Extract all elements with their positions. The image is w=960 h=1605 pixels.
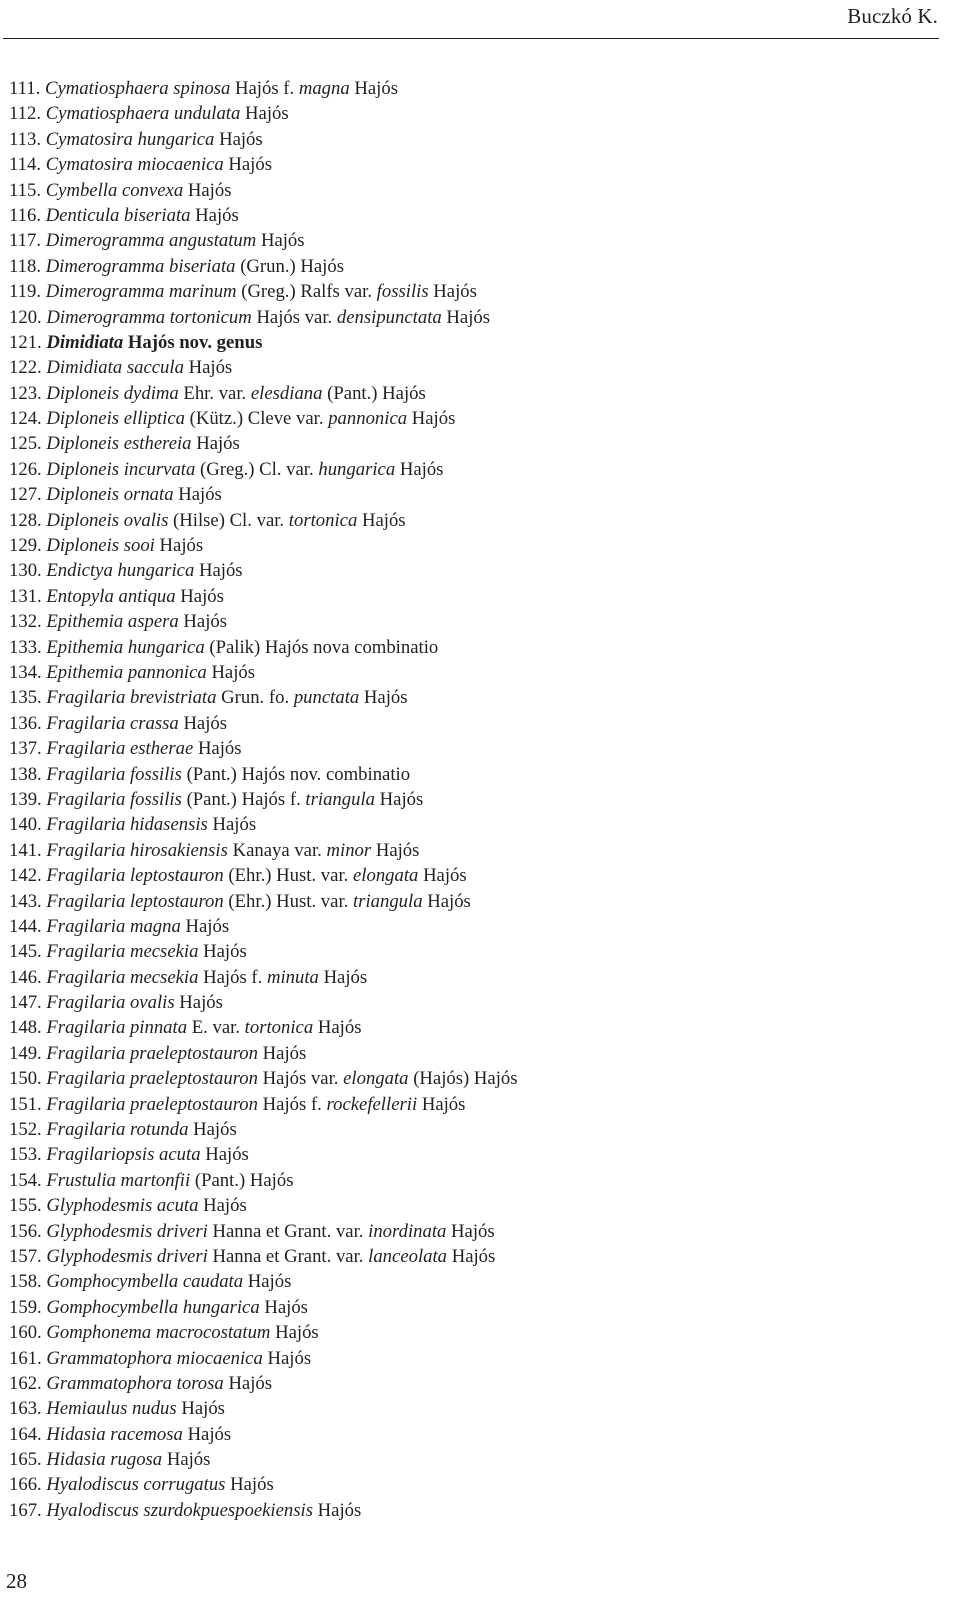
taxon-name-part: Gomphocymbella hungarica (46, 1296, 260, 1318)
authority-text: Hajós (188, 1119, 237, 1141)
authority-text: Hajós f. (258, 1093, 327, 1115)
entry-number: 160. (9, 1322, 42, 1344)
entry-number: 153. (9, 1144, 42, 1166)
authority-text: Hajós (176, 1398, 225, 1420)
authority-text: Hajós (191, 433, 240, 455)
authority-text: Hajós (180, 915, 230, 937)
entry-number: 164. (9, 1423, 42, 1445)
entry-number: 156. (9, 1220, 42, 1242)
authority-text: Hajós (359, 687, 408, 709)
authority-text: Hajós (243, 1271, 292, 1293)
entry-number: 118. (9, 255, 42, 277)
entry-number: 124. (9, 408, 42, 430)
authority-text: Hajós (200, 1144, 249, 1166)
taxon-name-part: Hyalodiscus szurdokpuespoekiensis (46, 1499, 313, 1521)
taxon-name-part: Fragilaria praeleptostauron (46, 1042, 258, 1064)
authority-text: Hajós (175, 585, 224, 607)
entry-number: 126. (9, 458, 42, 480)
taxon-name-part: Diploneis ovalis (46, 509, 169, 531)
taxon-entry (9, 939, 518, 964)
taxon-name-part: Fragilaria praeleptostauron (46, 1093, 258, 1115)
authority-text: Hajós var. (251, 306, 337, 328)
authority-text: Hajós (193, 738, 242, 760)
authority-text: Hajós (223, 1372, 273, 1394)
taxon-name-part: fossilis (376, 281, 429, 303)
taxon-name-part: Fragilaria hirosakiensis (46, 839, 228, 861)
entry-number: 154. (9, 1169, 42, 1191)
authority-text: Hajós (223, 154, 272, 176)
taxon-entry (9, 76, 518, 101)
taxon-entry (9, 1168, 518, 1193)
authority-text: Hajós (313, 1017, 362, 1039)
entry-number: 139. (9, 788, 42, 810)
entry-number: 136. (9, 712, 42, 734)
authority-text: Hajós (312, 1499, 362, 1521)
authority-text: Hajós (375, 788, 424, 810)
authority-text: Hajós (258, 1042, 307, 1064)
taxon-entry (9, 381, 518, 406)
taxon-entry (9, 1498, 518, 1523)
taxon-entry (9, 1346, 518, 1371)
taxon-name-part: hungarica (318, 458, 396, 480)
taxon-name-part: Fragilaria praeleptostauron (46, 1068, 258, 1090)
taxon-entry (9, 635, 518, 660)
entry-number: 155. (9, 1195, 42, 1217)
taxon-name-part: Epithemia aspera (46, 611, 179, 633)
authority-text: (Greg.) Ralfs var. (236, 281, 377, 303)
taxon-name-part: Cymatosira miocaenica (45, 154, 224, 176)
authority-text: Hajós (417, 1093, 466, 1115)
entry-number: 116. (9, 204, 42, 226)
taxon-entry (9, 965, 518, 990)
taxon-name-part: Dimerogramma biseriata (45, 255, 236, 277)
taxon-entry (9, 990, 518, 1015)
taxon-name-part: Fragilaria brevistriata (46, 687, 217, 709)
authority-text: Hajós (318, 966, 368, 988)
taxon-name-part: Fragilaria mecsekia (46, 966, 199, 988)
taxon-entry (9, 431, 518, 456)
authority-text: Hajós (183, 179, 232, 201)
taxon-name-part: Fragilaria leptostauron (46, 865, 224, 887)
taxon-list (9, 76, 518, 1523)
entry-number: 132. (9, 611, 42, 633)
authority-text: Grun. fo. (216, 687, 294, 709)
taxon-name-part: Fragilaria rotunda (46, 1119, 189, 1141)
taxon-name-part: Cymatosira hungarica (45, 128, 215, 150)
taxon-entry (9, 889, 518, 914)
taxon-entry (9, 1269, 518, 1294)
taxon-name-part: tortonica (288, 509, 358, 531)
authority-text: Hajós (262, 1347, 312, 1369)
taxon-entry (9, 1193, 518, 1218)
taxon-name-part: densipunctata (336, 306, 442, 328)
taxon-name-part: Fragilaria leptostauron (46, 890, 224, 912)
authority-text: (Pant.) Hajós f. (181, 788, 306, 810)
taxon-entry (9, 330, 518, 355)
entry-number: 143. (9, 890, 42, 912)
taxon-entry (9, 1092, 518, 1117)
taxon-name-part: Entopyla antiqua (46, 585, 176, 607)
entry-number: 165. (9, 1449, 42, 1471)
taxon-name-part: Frustulia martonfii (46, 1169, 191, 1191)
taxon-name-part: Epithemia pannonica (46, 661, 207, 683)
entry-number: 122. (9, 357, 42, 379)
authority-text: Hanna et Grant. var. (207, 1220, 369, 1242)
entry-number: 120. (9, 306, 42, 328)
taxon-name-part: inordinata (368, 1220, 447, 1242)
authority-text: Hajós (178, 712, 228, 734)
entry-number: 115. (9, 179, 42, 201)
authority-text: Hajós f. (198, 966, 267, 988)
taxon-name-part: triangula (305, 788, 375, 810)
authority-text: Hajós (259, 1296, 308, 1318)
taxon-name-part: Hemiaulus nudus (46, 1398, 177, 1420)
taxon-entry (9, 762, 518, 787)
authority-text: Hajós (446, 1220, 495, 1242)
authority-text: Hajós (422, 890, 471, 912)
taxon-entry (9, 1320, 518, 1345)
entry-number: 146. (9, 966, 42, 988)
taxon-name-part: Diploneis sooi (46, 535, 155, 557)
taxon-entry (9, 355, 518, 380)
entry-number: 150. (9, 1068, 42, 1090)
taxon-entry (9, 1142, 518, 1167)
taxon-name-part: Fragilaria fossilis (46, 788, 182, 810)
entry-number: 112. (9, 103, 42, 125)
entry-number: 119. (9, 281, 42, 303)
authority-text: (Hilse) Cl. var. (168, 509, 289, 531)
entry-number: 167. (9, 1499, 42, 1521)
taxon-name-part: Dimidiata (46, 331, 124, 353)
authority-text: Hajós (206, 661, 256, 683)
taxon-name-part: Diploneis dydima (46, 382, 179, 404)
entry-number: 145. (9, 941, 42, 963)
entry-number: 161. (9, 1347, 42, 1369)
taxon-name-part: rockefellerii (326, 1093, 418, 1115)
taxon-entry (9, 863, 518, 888)
taxon-name-part: Dimerogramma tortonicum (46, 306, 252, 328)
header-rule (3, 38, 939, 39)
taxon-name-part: Fragilaria ovalis (46, 992, 175, 1014)
taxon-entry (9, 254, 518, 279)
taxon-name-part: Fragilaria estherae (46, 738, 194, 760)
entry-number: 149. (9, 1042, 42, 1064)
authority-text: Hajós (173, 484, 222, 506)
authority-text: Hajós (357, 509, 406, 531)
entry-number: 142. (9, 865, 42, 887)
taxon-name-part: minuta (266, 966, 319, 988)
entry-number: 133. (9, 636, 42, 658)
authority-text: (Ehr.) Hust. var. (223, 890, 353, 912)
taxon-name-part: Diploneis elliptica (46, 408, 185, 430)
entry-number: 117. (9, 230, 42, 252)
taxon-name-part: elongata (352, 865, 419, 887)
taxon-entry (9, 406, 518, 431)
taxon-entry (9, 152, 518, 177)
taxon-name-part: Epithemia hungarica (46, 636, 205, 658)
authority-text: Hajós (395, 458, 444, 480)
authority-text: Hajós (194, 560, 243, 582)
authority-text: (Greg.) Cl. var. (195, 458, 319, 480)
taxon-name-part: Fragilariopsis acuta (46, 1144, 201, 1166)
entry-number: 134. (9, 661, 42, 683)
authority-text: E. var. (187, 1017, 245, 1039)
taxon-entry (9, 101, 518, 126)
authority-text: Hajós (349, 78, 398, 99)
taxon-entry (9, 609, 518, 634)
taxon-entry (9, 178, 518, 203)
entry-number: 130. (9, 560, 42, 582)
taxon-entry (9, 1447, 518, 1472)
entry-number: 138. (9, 763, 42, 785)
taxon-name-part: Dimerogramma angustatum (45, 230, 257, 252)
taxon-name-part: Hidasia rugosa (46, 1449, 163, 1471)
authority-text: Hajós (407, 408, 456, 430)
taxon-name-part: Fragilaria mecsekia (46, 941, 199, 963)
entry-number: 111. (9, 78, 41, 99)
authority-text: Kanaya var. (227, 839, 327, 861)
taxon-entry (9, 1371, 518, 1396)
entry-number: 113. (9, 128, 42, 150)
taxon-entry (9, 812, 518, 837)
entry-number: 166. (9, 1474, 42, 1496)
entry-number: 121. (9, 331, 42, 353)
authority-text: Hajós (371, 839, 420, 861)
taxon-name-part: Denticula biseriata (45, 204, 191, 226)
authority-text: Hajós (154, 535, 204, 557)
entry-number: 125. (9, 433, 42, 455)
entry-number: 159. (9, 1296, 42, 1318)
taxon-entry (9, 736, 518, 761)
taxon-name-part: pannonica (328, 408, 408, 430)
authority-text: Hajós (207, 814, 257, 836)
taxon-name-part: Cymatiosphaera undulata (45, 103, 241, 125)
entry-number: 114. (9, 154, 42, 176)
entry-number: 127. (9, 484, 42, 506)
authority-text: Hajós (256, 230, 305, 252)
taxon-name-part: triangula (352, 890, 423, 912)
entry-number: 135. (9, 687, 42, 709)
taxon-entry (9, 1422, 518, 1447)
taxon-entry (9, 711, 518, 736)
authority-text: (Pant.) Hajós (190, 1169, 294, 1191)
taxon-name-part: elesdiana (250, 382, 323, 404)
entry-number: 152. (9, 1119, 42, 1141)
taxon-entry (9, 508, 518, 533)
taxon-name-part: minor (326, 839, 372, 861)
authority-text: (Hajós) Hajós (408, 1068, 518, 1090)
taxon-name-part: Glyphodesmis driveri (46, 1245, 208, 1267)
taxon-entry (9, 1066, 518, 1091)
authority-text: (Pant.) Hajós nov. combinatio (181, 763, 411, 785)
authority-text: Hajós (225, 1474, 274, 1496)
taxon-name-part: elongata (343, 1068, 409, 1090)
authority-text: Hajós (418, 865, 467, 887)
taxon-name-part: Hyalodiscus corrugatus (46, 1474, 226, 1496)
authority-text: (Palik) Hajós nova combinatio (204, 636, 439, 658)
taxon-name-part: punctata (293, 687, 360, 709)
authority-text: (Ehr.) Hust. var. (223, 865, 353, 887)
authority-text: Hajós (178, 611, 228, 633)
taxon-entry (9, 787, 518, 812)
taxon-name-part: lanceolata (368, 1245, 448, 1267)
taxon-name-part: Gomphocymbella caudata (46, 1271, 244, 1293)
taxon-name-part: Glyphodesmis driveri (46, 1220, 208, 1242)
taxon-entry (9, 457, 518, 482)
authority-text: Hajós (190, 204, 239, 226)
taxon-name-part: Dimerogramma marinum (45, 281, 237, 303)
taxon-name-part: Fragilaria pinnata (46, 1017, 188, 1039)
taxon-entry (9, 1015, 518, 1040)
taxon-name-part: Grammatophora miocaenica (46, 1347, 263, 1369)
authority-text: Hajós (174, 992, 223, 1014)
authority-text: Hajós (240, 103, 289, 125)
authority-text: Hajós (270, 1322, 319, 1344)
entry-number: 137. (9, 738, 42, 760)
taxon-entry (9, 1117, 518, 1142)
entry-number: 128. (9, 509, 42, 531)
taxon-name-part: Cymbella convexa (45, 179, 184, 201)
entry-number: 131. (9, 585, 42, 607)
taxon-name-part: Fragilaria magna (46, 915, 181, 937)
entry-number: 147. (9, 992, 42, 1014)
running-head: Buczkó K. (847, 4, 938, 28)
taxon-name-part: Glyphodesmis acuta (46, 1195, 199, 1217)
entry-number: 123. (9, 382, 42, 404)
taxon-name-part: Dimidiata saccula (46, 357, 184, 379)
entry-number: 129. (9, 535, 42, 557)
taxon-name-part: tortonica (244, 1017, 314, 1039)
taxon-entry (9, 305, 518, 330)
taxon-name-part: Hajós nov. genus (123, 331, 263, 353)
authority-text: (Grun.) Hajós (235, 255, 344, 277)
taxon-name-part: Cymatiosphaera spinosa (45, 78, 231, 99)
entry-number: 157. (9, 1245, 42, 1267)
entry-number: 140. (9, 814, 42, 836)
taxon-entry (9, 1244, 518, 1269)
authority-text: Hajós (447, 1245, 496, 1267)
entry-number: 163. (9, 1398, 42, 1420)
taxon-entry (9, 1396, 518, 1421)
authority-text: Hajós (183, 357, 233, 379)
authority-text: Hajós (428, 281, 477, 303)
authority-text: Hajós f. (230, 78, 299, 99)
authority-text: Hajós (441, 306, 491, 328)
taxon-entry (9, 558, 518, 583)
entry-number: 162. (9, 1372, 42, 1394)
taxon-entry (9, 914, 518, 939)
taxon-entry (9, 685, 518, 710)
entry-number: 141. (9, 839, 42, 861)
taxon-entry (9, 482, 518, 507)
entry-number: 148. (9, 1017, 42, 1039)
taxon-entry (9, 533, 518, 558)
authority-text: Hajós var. (258, 1068, 344, 1090)
taxon-entry (9, 584, 518, 609)
taxon-name-part: Grammatophora torosa (46, 1372, 224, 1394)
page-number: 28 (6, 1569, 27, 1593)
authority-text: Hajós (214, 128, 263, 150)
entry-number: 158. (9, 1271, 42, 1293)
taxon-entry (9, 1219, 518, 1244)
taxon-name-part: Diploneis esthereia (46, 433, 192, 455)
taxon-entry (9, 127, 518, 152)
taxon-name-part: Fragilaria fossilis (46, 763, 182, 785)
entry-number: 151. (9, 1093, 42, 1115)
taxon-entry (9, 838, 518, 863)
taxon-entry (9, 279, 518, 304)
authority-text: Hajós (182, 1423, 232, 1445)
authority-text: (Pant.) Hajós (322, 382, 426, 404)
taxon-name-part: Fragilaria crassa (46, 712, 179, 734)
authority-text: Hajós (198, 941, 247, 963)
authority-text: Ehr. var. (178, 382, 251, 404)
authority-text: (Kütz.) Cleve var. (184, 408, 329, 430)
taxon-name-part: Endictya hungarica (46, 560, 195, 582)
taxon-name-part: Diploneis incurvata (46, 458, 196, 480)
taxon-name-part: magna (298, 78, 350, 99)
entry-number: 144. (9, 915, 42, 937)
authority-text: Hanna et Grant. var. (207, 1245, 369, 1267)
taxon-name-part: Diploneis ornata (46, 484, 174, 506)
authority-text: Hajós (162, 1449, 211, 1471)
authority-text: Hajós (198, 1195, 247, 1217)
taxon-name-part: Fragilaria hidasensis (46, 814, 208, 836)
taxon-entry (9, 660, 518, 685)
taxon-entry (9, 1041, 518, 1066)
taxon-entry (9, 1295, 518, 1320)
taxon-entry (9, 1472, 518, 1497)
taxon-name-part: Hidasia racemosa (46, 1423, 183, 1445)
taxon-entry (9, 203, 518, 228)
taxon-entry (9, 228, 518, 253)
taxon-name-part: Gomphonema macrocostatum (46, 1322, 271, 1344)
